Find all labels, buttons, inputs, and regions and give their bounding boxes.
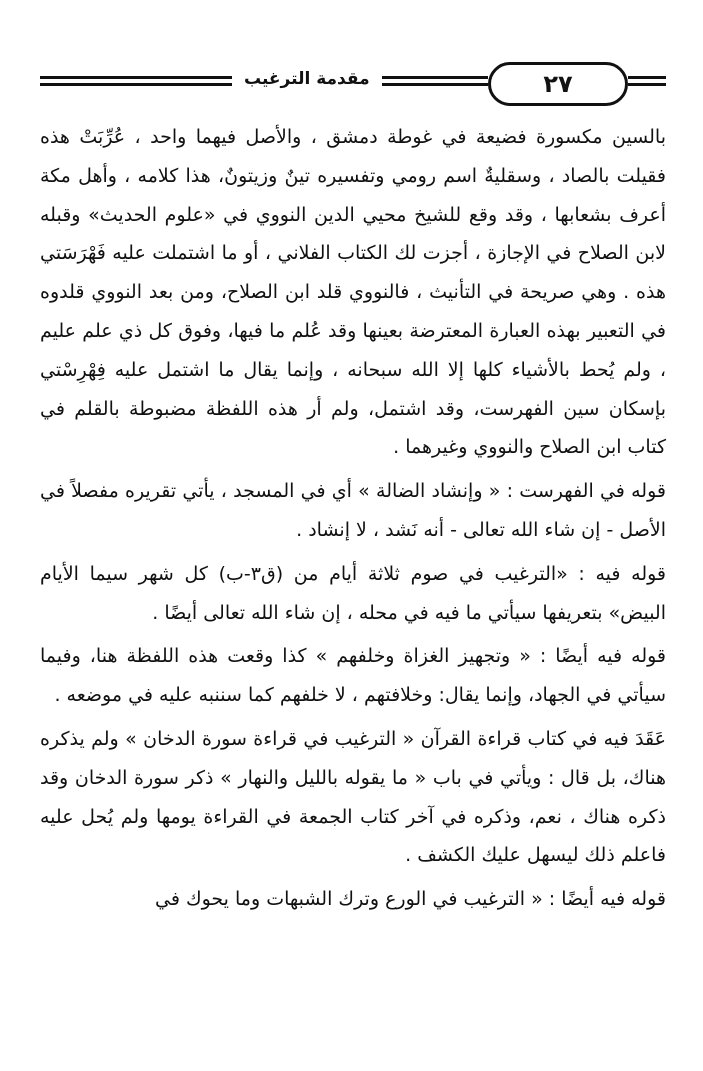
page-number: ٢٧ — [488, 62, 628, 106]
paragraph: قوله في الفهرست : « وإنشاد الضالة » أي في المسجد ، يأتي تقريره مفصلاً في الأصل - إن شاء الله تعالى - أنه نَشد ، لا إنشاد . — [40, 480, 666, 541]
body-text — [40, 118, 666, 919]
paragraph: بالسين مكسورة فضيعة في غوطة دمشق ، والأصل فيهما واحد ، عُرِّبَتْ هذه فقيلت بالصاد ، وسقليةٌ اسم رومي وتفسيره تينٌ وزيتونٌ، هذا كلامه ، وأهل مكة أعرف بشعابها ، وقد وقع للشيخ محيي الدين النووي في «علوم الحديث» وقبله لابن الصلاح في الإجازة ، أجزت لك الكتاب الفلاني ، أو ما اشتملت عليه فَهْرَسَتي هذه . وهي صريحة في التأنيث ، فالنووي قلد ابن الصلاح، ومن بعد النووي قلدوه في التعبير بهذه العبارة المعترضة بعينها وقد عُلم ما فيها، وفوق كل ذي علم عليم ، ولم يُحط بالأشياء كلها إلا الله سبحانه ، وإنما يقال ما اشتمل عليه فِهْرِسْتي بإسكان سين الفهرست، وقد اشتمل، ولم أر هذه اللفظة مضبوطة بالقلم في كتاب ابن الصلاح والنووي وغيرهما . — [40, 126, 666, 459]
paragraph: قوله فيه أيضًا : « الترغيب في الورع وترك الشبهات وما يحوك في — [154, 888, 666, 911]
paragraph: عَقَدَ فيه في كتاب قراءة القرآن « الترغيب في قراءة سورة الدخان » ولم يذكره هناك، بل قال : ويأتي في باب « ما يقوله بالليل والنهار » ذكر سورة الدخان وقد ذكره هناك ، نعم، وذكره في آخر كتاب الجمعة في القراءة يومها ولم يُحل عليه فاعلم ذلك ليسهل عليك الكشف . — [40, 727, 666, 867]
header-rule-right — [628, 76, 666, 86]
page-header — [40, 58, 666, 118]
paragraph: قوله فيه أيضًا : « وتجهيز الغزاة وخلفهم » كذا وقعت هذه اللفظة هنا، وفيما سيأتي في الجهاد، وإنما يقال: وخلافتهم ، لا خلفهم كما سننبه عليه في موضعه . — [40, 645, 666, 707]
paragraph: قوله فيه : «الترغيب في صوم ثلاثة أيام من (ق٣-ب) كل شهر سيما الأيام البيض» بتعريفها سيأتي ما فيه في محله ، إن شاء الله تعالى أيضًا . — [40, 562, 666, 624]
running-title: مقدمة الترغيب — [232, 64, 382, 94]
